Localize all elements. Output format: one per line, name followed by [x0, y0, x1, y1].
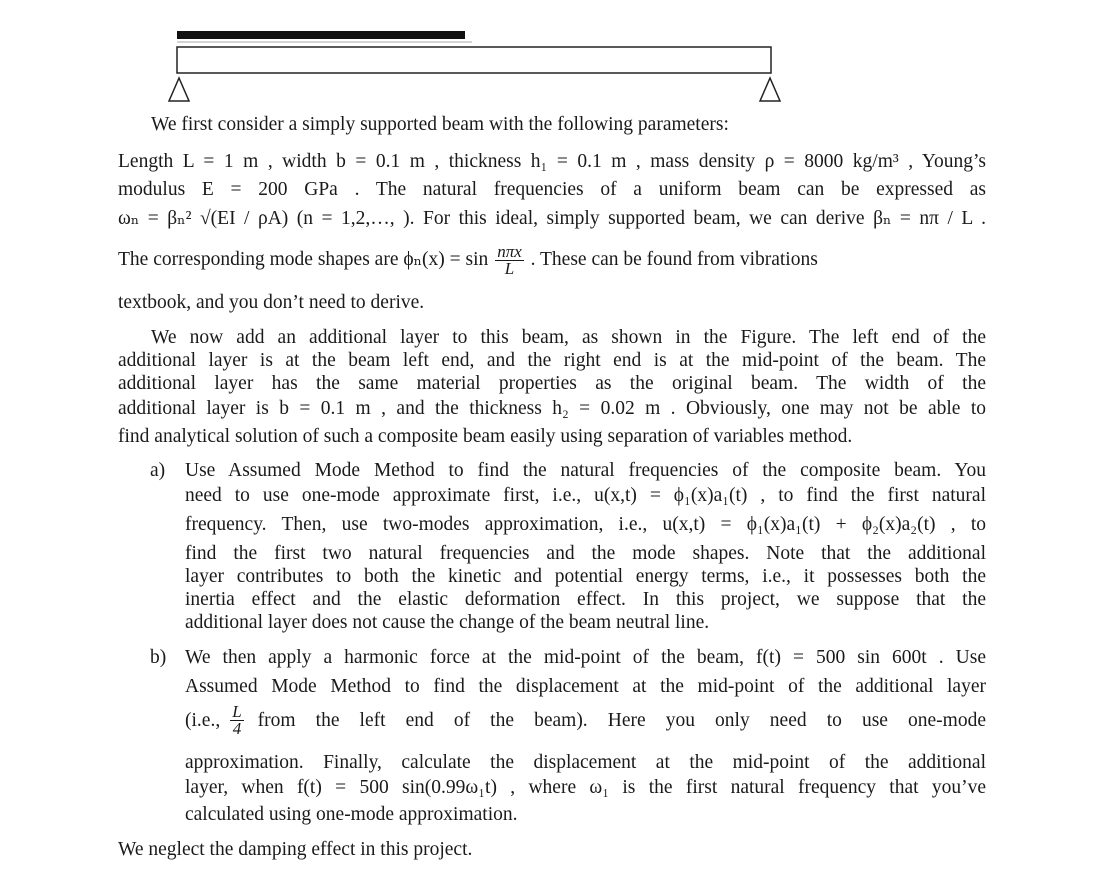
- intro-line-5a: The corresponding mode shapes are ϕₙ(x) = sin: [118, 248, 489, 270]
- quarter-denominator: 4: [232, 719, 242, 738]
- right-support-icon: [760, 78, 780, 101]
- fraction-numerator: nπx: [497, 242, 522, 261]
- item-b-line-1: We then apply a harmonic force at the mid-point of the beam, f(t) = 500 sin 600t . Use: [185, 647, 986, 668]
- item-a-line-5: layer contributes to both the kinetic and potential energy terms, i.e., it possesses both the: [185, 566, 986, 587]
- para2-line-5: find analytical solution of such a composite beam easily using separation of variables method.: [118, 426, 853, 447]
- mode-shape-fraction: [495, 244, 524, 277]
- item-a-line-6: inertia effect and the elastic deformation effect. In this project, we suppose that the: [185, 589, 986, 610]
- beam-figure: [0, 0, 1102, 110]
- item-a-line-3: frequency. Then, use two-modes approximation, i.e., u(x,t) = ϕ₁(x)a₁(t) + ϕ₂(x)a₂(t) , to: [185, 514, 986, 535]
- item-b-line-2: Assumed Mode Method to find the displacement at the mid-point of the additional layer: [185, 676, 986, 697]
- additional-layer: [177, 31, 465, 39]
- intro-line-2: Length L = 1 m , width b = 0.1 m , thickness h₁ = 0.1 m , mass density ρ = 8000 kg/m³ , Young’s: [118, 151, 986, 172]
- intro-line-1: We first consider a simply supported beam with the following parameters:: [151, 114, 729, 135]
- item-b-line-3b: from the left end of the beam). Here you only need to use one-mode: [257, 709, 986, 731]
- item-b-line-5: layer, when f(t) = 500 sin(0.99ω₁t) , where ω₁ is the first natural frequency that you’ve: [185, 777, 986, 798]
- item-b-line-4: approximation. Finally, calculate the displacement at the mid-point of the additional: [185, 752, 986, 773]
- item-b-line-3a: (i.e.,: [185, 709, 221, 731]
- item-b-line-6: calculated using one-mode approximation.: [185, 804, 518, 825]
- item-a-marker: a): [150, 460, 166, 481]
- para2-line-1: We now add an additional layer to this beam, as shown in the Figure. The left end of the: [151, 327, 986, 348]
- para2-line-2: additional layer is at the beam left end, and the right end is at the mid-point of the beam. The: [118, 350, 986, 371]
- left-support-icon: [169, 78, 189, 101]
- item-a-line-2: need to use one-mode approximate first, i.e., u(x,t) = ϕ₁(x)a₁(t) , to find the first natural: [185, 485, 986, 506]
- intro-line-4: ωₙ = βₙ² √(EI / ρA) (n = 1,2,…, ). For this ideal, simply supported beam, we can derive βₙ = nπ / L .: [118, 208, 986, 229]
- item-a-line-7: additional layer does not cause the change of the beam neutral line.: [185, 612, 710, 633]
- intro-line-3: modulus E = 200 GPa . The natural frequencies of a uniform beam can be expressed as: [118, 179, 986, 200]
- item-b-line-3: [185, 704, 986, 737]
- para2-line-4: additional layer is b = 0.1 m , and the thickness h₂ = 0.02 m . Obviously, one may not be able to: [118, 398, 986, 419]
- item-a-line-4: find the first two natural frequencies and the mode shapes. Note that the additional: [185, 543, 986, 564]
- intro-line-5b: . These can be found from vibrations: [530, 248, 818, 270]
- item-b-marker: b): [150, 647, 167, 668]
- quarter-fraction: [230, 704, 243, 737]
- beam: [177, 47, 771, 73]
- fraction-denominator: L: [504, 259, 515, 278]
- quarter-numerator: L: [232, 702, 242, 721]
- intro-line-6: textbook, and you don’t need to derive.: [118, 292, 425, 313]
- item-a-line-1: Use Assumed Mode Method to find the natural frequencies of the composite beam. You: [185, 460, 986, 481]
- closing-paragraph: [118, 838, 986, 862]
- closing-line: We neglect the damping effect in this project.: [118, 839, 473, 860]
- intro-line-5: [118, 244, 986, 277]
- para2-line-3: additional layer has the same material properties as the original beam. The width of the: [118, 373, 986, 394]
